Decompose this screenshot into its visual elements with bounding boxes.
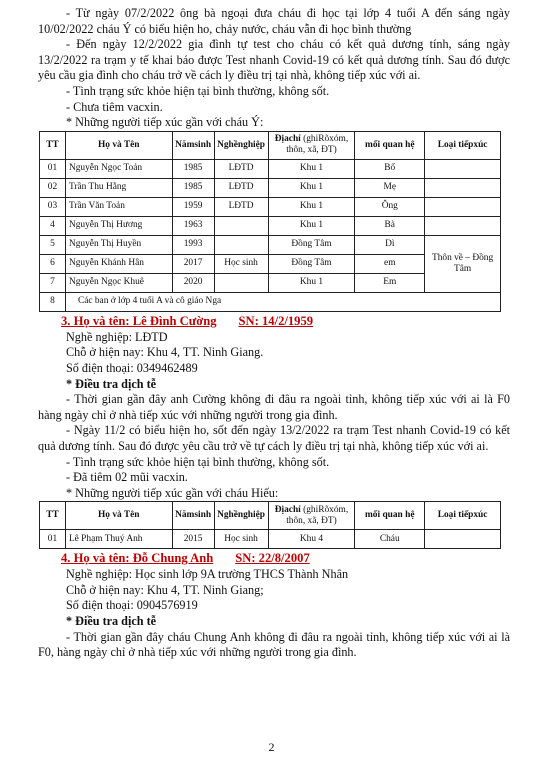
person-4-investigation-heading: * Điều tra dịch tễ xyxy=(66,614,157,629)
col-occupation: Nghềnghiệp xyxy=(214,131,268,159)
person-3-paragraph-2: - Ngày 11/2 có biểu hiện ho, sốt đến ngày 13/2/2022 ra trạm Test nhanh Covid-19 có kết quả dương tính. Sau đó được yêu cầu trở về tự cách ly điều trị tại nhà, không tiếp xúc với ai. xyxy=(38,423,510,453)
person-4-address: Chỗ ở hiện nay: Khu 4, TT. Ninh Giang; xyxy=(66,582,264,597)
intro-paragraph-1: - Từ ngày 07/2/2022 ông bà ngoại đưa cháu đi học tại lớp 4 tuổi A đến sáng ngày 10/02/2022 cháu Ý có biểu hiện ho, chảy nước, cháu vẫn đi học bình thường xyxy=(38,6,510,36)
col-address: Địachỉ (ghiRõxóm, thôn, xã, ĐT) xyxy=(268,131,355,159)
contacts-table-2 xyxy=(39,501,501,549)
col-name: Họ và Tên xyxy=(65,131,172,159)
person-3-job: Nghề nghiệp: LĐTD xyxy=(66,329,168,344)
table-row: 5 Nguyễn Thị Huyền 1993 Đồng Tâm Dì Thôn về – Đồng Tâm xyxy=(40,235,501,254)
table-row: 01 Lê Phạm Thuý Anh 2015 Học sinh Khu 4 Cháu xyxy=(40,530,501,549)
merged-row-text: Các ban ở lớp 4 tuổi A và cô giáo Nga xyxy=(65,292,500,311)
intro-paragraph-4: - Chưa tiêm vacxin. xyxy=(66,99,163,114)
person-4-phone: Số điện thoại: 0904576919 xyxy=(66,598,198,613)
person-3-investigation-heading: * Điều tra dịch tễ xyxy=(66,376,157,391)
col-relationship: mối quan hệ xyxy=(355,131,425,159)
person-4-job: Nghề nghiệp: Học sinh lớp 9A trường THCS Thành Nhân xyxy=(66,567,349,582)
table-header-row xyxy=(40,131,501,159)
contacts-table-1 xyxy=(39,131,501,312)
table-row: 03 Trần Văn Toản 1959 LĐTD Khu 1 Ông xyxy=(40,197,501,216)
col-tt: TT xyxy=(40,131,66,159)
person-3-title: 3. Họ và tên: Lê Đình Cường xyxy=(61,313,217,328)
table-row: 7 Nguyễn Ngọc Khuê 2020 Khu 1 Em xyxy=(40,273,501,292)
table-row: 6 Nguyễn Khánh Hân 2017 Học sinh Đồng Tâm em xyxy=(40,254,501,273)
table-row: 01 Nguyễn Ngọc Toản 1985 LĐTD Khu 1 Bố xyxy=(40,159,501,178)
document-page xyxy=(38,6,510,661)
person-3-paragraph-3: - Tình trạng sức khỏe hiện tại bình thường, không sốt. xyxy=(66,454,330,469)
col-birth-year: Nămsinh xyxy=(172,131,214,159)
person-4-paragraph-1: - Thời gian gần đây cháu Chung Anh không đi đâu ra ngoài tỉnh, không tiếp xúc với ai là F0, hàng ngày chỉ ở nhà tiếp xúc với những người trong gia đình. xyxy=(38,629,510,660)
contacts-heading-2: * Những người tiếp xúc gần với cháu Hiếu: xyxy=(66,485,279,500)
table-row: 4 Nguyễn Thị Hương 1963 Khu 1 Bà xyxy=(40,216,501,235)
person-3-address: Chỗ ở hiện nay: Khu 4, TT. Ninh Giang. xyxy=(66,345,264,360)
contact-type-cell: Thôn về – Đồng Tâm xyxy=(425,235,501,292)
person-3-paragraph-4: - Đã tiêm 02 mũi vacxin. xyxy=(66,470,188,485)
intro-paragraph-3: - Tình trạng sức khỏe hiện tại bình thường, không sốt. xyxy=(66,83,330,98)
person-3-phone: Số điện thoại: 0349462489 xyxy=(66,360,198,375)
page-number: 2 xyxy=(268,740,275,754)
person-4-title: 4. Họ và tên: Đỗ Chung Anh xyxy=(61,551,214,566)
person-3-paragraph-1: - Thời gian gần đây anh Cường không đi đâu ra ngoài tỉnh, không tiếp xúc với ai là F0 hàng ngày chỉ ở nhà tiếp xúc với những người trong gia đình. xyxy=(38,392,510,422)
table-row: 02 Trần Thu Hằng 1985 LĐTD Khu 1 Mẹ xyxy=(40,178,501,197)
col-contact-type: Loại tiếpxúc xyxy=(425,131,501,159)
table-header-row: TT Họ và Tên Nămsinh Nghềnghiệp Địachỉ (ghiRõxóm, thôn, xã, ĐT) mối quan hệ Loại tiếpxúc xyxy=(40,502,501,530)
person-4-header xyxy=(38,550,510,567)
person-4-birthdate: SN: 22/8/2007 xyxy=(235,551,310,566)
intro-paragraph-2: - Đến ngày 12/2/2022 gia đình tự test cho cháu có kết quả dương tính, sáng ngày 13/2/2022 ra trạm y tế khai báo được Test nhanh Covid-19 có kết quả dương tính. Sau đó được yêu cầu gia đình cho cháu trở về cách ly điều trị tại nhà, không tiếp xúc với ai. xyxy=(38,37,510,83)
table-row: 8 Các ban ở lớp 4 tuổi A và cô giáo Nga xyxy=(40,292,501,311)
person-3-birthdate: SN: 14/2/1959 xyxy=(238,313,314,328)
person-3-header xyxy=(38,313,510,330)
contacts-heading-1: * Những người tiếp xúc gần với cháu Ý: xyxy=(66,115,264,130)
